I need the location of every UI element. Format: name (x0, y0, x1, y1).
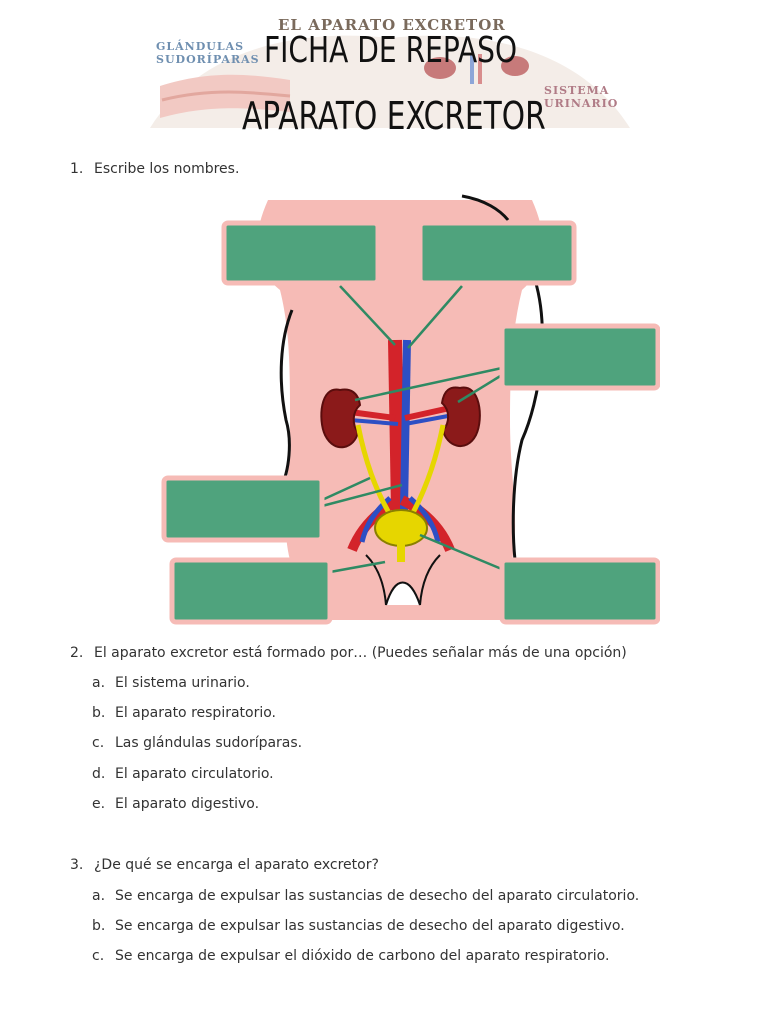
option-text: Se encarga de expulsar las sustancias de desecho del aparato circulatorio. (115, 888, 640, 904)
sweat-glands-label-line2: SUDORÍPARAS (156, 53, 260, 66)
worksheet-subtitle: APARATO EXCRETOR (242, 94, 546, 138)
sweat-glands-label-line1: GLÁNDULAS (156, 40, 245, 53)
option-text: El aparato respiratorio. (115, 705, 277, 721)
question-2-option-d[interactable] (92, 766, 274, 782)
label-box-6[interactable] (502, 560, 658, 622)
question-2 (70, 645, 627, 661)
option-letter: c. (92, 948, 105, 964)
urinary-system-label (544, 84, 618, 110)
question-2-option-a[interactable] (92, 675, 250, 691)
option-text: El sistema urinario. (115, 675, 250, 691)
option-letter: d. (92, 766, 106, 782)
question-3 (70, 857, 379, 873)
question-2-number: 2. (70, 645, 84, 661)
right-kidney-shape (442, 388, 480, 447)
label-box-1[interactable] (224, 223, 378, 283)
question-1-text: Escribe los nombres. (94, 161, 240, 177)
question-3-option-a[interactable] (92, 888, 639, 904)
question-2-text: El aparato excretor está formado por… (Puedes señalar más de una opción) (94, 645, 627, 661)
option-letter: c. (92, 735, 105, 751)
option-text: El aparato circulatorio. (115, 766, 274, 782)
option-letter: a. (92, 675, 106, 691)
question-2-option-c[interactable] (92, 735, 302, 751)
label-box-2[interactable] (420, 223, 574, 283)
question-2-option-b[interactable] (92, 705, 276, 721)
option-text: Las glándulas sudoríparas. (115, 735, 303, 751)
question-3-text: ¿De qué se encarga el aparato excretor? (94, 857, 379, 873)
option-letter: a. (92, 888, 106, 904)
question-3-number: 3. (70, 857, 84, 873)
label-box-3[interactable] (502, 326, 658, 388)
question-1 (70, 161, 239, 177)
option-text: El aparato digestivo. (115, 796, 260, 812)
option-text: Se encarga de expulsar el dióxido de carbono del aparato respiratorio. (115, 948, 610, 964)
question-2-option-e[interactable] (92, 796, 259, 812)
urethra-shape (397, 544, 405, 562)
option-text: Se encarga de expulsar las sustancias de desecho del aparato digestivo. (115, 918, 625, 934)
question-1-number: 1. (70, 161, 84, 177)
sweat-glands-label (156, 40, 260, 66)
right-body-outline (513, 280, 542, 560)
label-box-5[interactable] (172, 560, 330, 622)
question-3-option-b[interactable] (92, 918, 625, 934)
bladder-shape (375, 510, 427, 546)
banner-title: EL APARATO EXCRETOR (278, 16, 506, 34)
excretory-diagram-svg (140, 180, 660, 628)
option-letter: e. (92, 796, 106, 812)
option-letter: b. (92, 705, 106, 721)
excretory-diagram (140, 180, 660, 628)
worksheet-title: FICHA DE REPASO (264, 30, 518, 71)
urinary-system-label-line2: URINARIO (544, 97, 619, 110)
question-3-option-c[interactable] (92, 948, 609, 964)
label-box-4[interactable] (164, 478, 322, 540)
left-kidney-shape (321, 390, 360, 448)
urinary-system-label-line1: SISTEMA (544, 84, 610, 97)
option-letter: b. (92, 918, 106, 934)
